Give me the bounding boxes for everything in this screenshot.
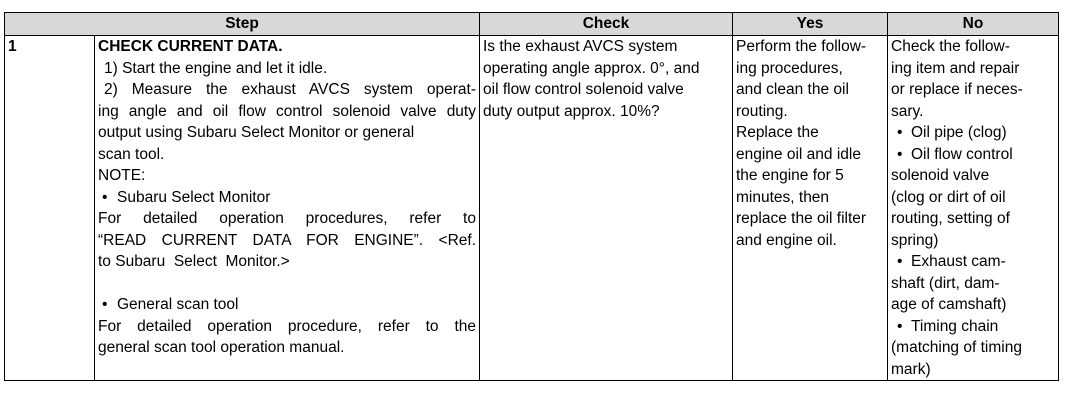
no-line: or replace if neces-	[891, 81, 1023, 98]
no-line: routing, setting of	[891, 210, 1010, 227]
yes-line: and engine oil.	[736, 231, 837, 249]
yes-line: the engine for 5	[736, 167, 844, 184]
note-line: general scan tool operation manual.	[98, 339, 345, 356]
yes-line: Perform the follow-	[736, 38, 867, 55]
header-check: Check	[480, 13, 733, 36]
no-line: (clog or dirt of oil	[891, 188, 1006, 206]
note-bullet-text: Subaru Select Monitor	[117, 188, 271, 206]
yes-line: Replace the	[736, 124, 819, 141]
substep-line: 2) Measure the exhaust AVCS system operat-	[104, 81, 476, 98]
step-title: CHECK CURRENT DATA.	[98, 38, 283, 55]
bullet-dot: •	[897, 145, 903, 163]
note-bullet-item	[98, 187, 476, 209]
no-line: (matching of timing	[891, 339, 1022, 356]
no-bullet-text: Oil flow control	[911, 145, 1013, 163]
check-line: oil flow control solenoid valve	[483, 81, 684, 98]
header-no: No	[888, 13, 1059, 36]
table-header-row	[5, 13, 1059, 36]
no-line: mark)	[891, 360, 931, 378]
step-description	[95, 36, 480, 381]
note-line: “READ CURRENT DATA FOR ENGINE”. <Ref.	[98, 231, 476, 249]
bullet-dot: •	[897, 317, 903, 335]
note-bullet-text: General scan tool	[117, 296, 239, 313]
no-line: ing item and repair	[891, 59, 1020, 77]
yes-line: and clean the oil	[736, 81, 849, 98]
substep-line: ing angle and oil flow control solenoid valve duty	[98, 102, 476, 120]
no-bullet-item	[891, 122, 1055, 144]
no-bullet-item	[891, 316, 1055, 338]
no-bullet-text: Timing chain	[911, 317, 999, 335]
bullet-dot: •	[897, 253, 903, 270]
no-line: Check the follow-	[891, 38, 1010, 55]
substep-line: scan tool.	[98, 145, 165, 163]
table-row	[5, 36, 1059, 381]
check-line: duty output approx. 10%?	[483, 102, 660, 120]
check-line: Is the exhaust AVCS system	[483, 38, 678, 55]
substep-line: output using Subaru Select Monitor or general	[98, 124, 415, 141]
yes-cell	[733, 36, 888, 381]
note-line: For detailed operation procedures, refer to	[98, 210, 476, 227]
diagnostic-procedure-table	[4, 12, 1059, 381]
no-bullet-item	[891, 144, 1055, 166]
note-line: to Subaru Select Monitor.>	[98, 253, 290, 270]
yes-line: engine oil and idle	[736, 145, 861, 163]
no-line: shaft (dirt, dam-	[891, 274, 1000, 292]
no-bullet-text: Oil pipe (clog)	[911, 124, 1007, 141]
bullet-dot: •	[102, 188, 108, 206]
step-number: 1	[5, 36, 95, 381]
bullet-dot: •	[897, 124, 903, 141]
no-line: sary.	[891, 102, 924, 120]
no-line: solenoid valve	[891, 167, 990, 184]
note-bullet-item	[98, 294, 476, 316]
no-bullet-text: Exhaust cam-	[911, 253, 1006, 270]
header-yes: Yes	[733, 13, 888, 36]
yes-line: minutes, then	[736, 188, 830, 206]
no-bullet-item	[891, 251, 1055, 273]
bullet-dot: •	[102, 296, 108, 313]
header-step: Step	[5, 13, 480, 36]
check-line: operating angle approx. 0°, and	[483, 59, 700, 77]
no-line: spring)	[891, 231, 939, 249]
check-cell	[480, 36, 733, 381]
note-spacer	[98, 273, 476, 295]
yes-line: replace the oil filter	[736, 210, 867, 227]
substep-line: 1) Start the engine and let it idle.	[104, 59, 328, 77]
note-label: NOTE:	[98, 167, 146, 184]
no-line: age of camshaft)	[891, 296, 1007, 313]
note-line: For detailed operation procedure, refer to the	[98, 317, 476, 335]
yes-line: ing procedures,	[736, 59, 843, 77]
yes-line: routing.	[736, 102, 788, 120]
no-cell	[888, 36, 1059, 381]
